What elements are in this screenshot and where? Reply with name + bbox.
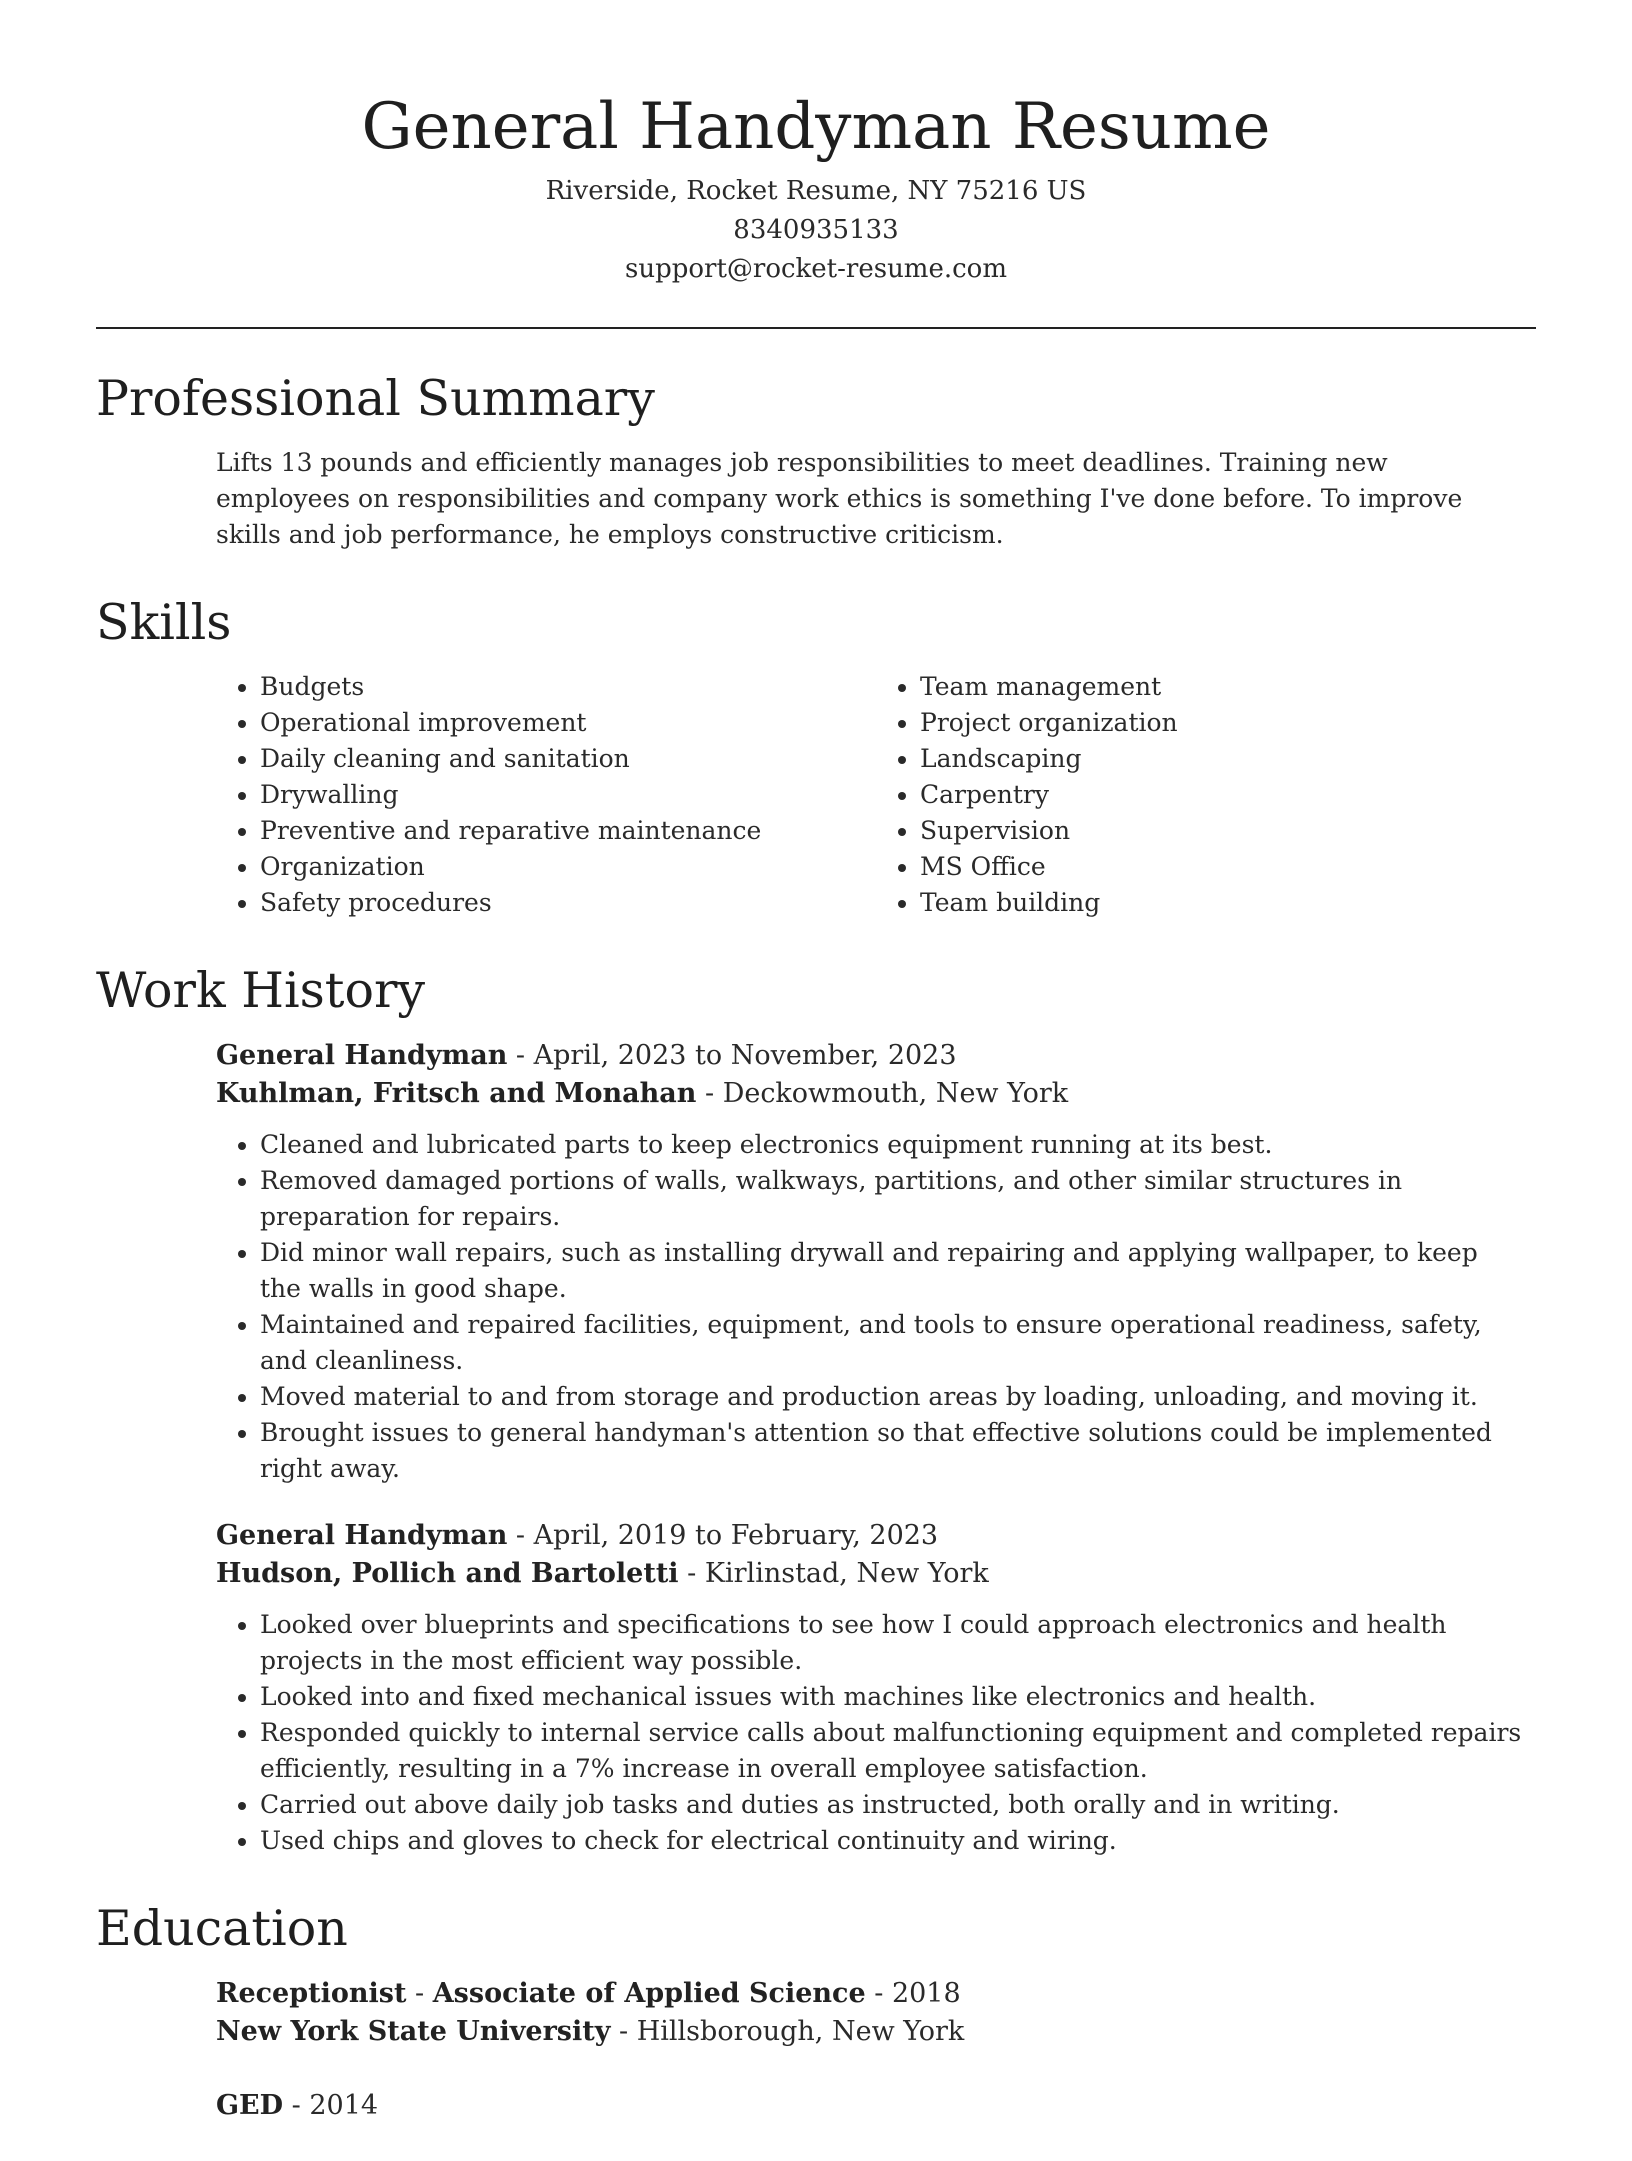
skill-item: • Operational improvement xyxy=(260,705,876,741)
job-company: Hudson, Pollich and Bartoletti xyxy=(216,1558,679,1589)
education-year: 2018 xyxy=(891,1978,961,2009)
job-bullets xyxy=(216,1607,1522,1859)
job-role: General Handyman xyxy=(216,1040,508,1071)
job-bullet: • Maintained and repaired facilities, equipment, and tools to ensure operational readiness, safety, and cleanliness. xyxy=(260,1307,1522,1379)
summary-text: Lifts 13 pounds and efficiently manages job responsibilities to meet deadlines. Training new employees on responsibilities and company work ethics is something I've done before. To improve skills and job performance, he employs constructive criticism. xyxy=(216,448,1463,549)
resume-header xyxy=(96,0,1536,289)
skill-item: • Budgets xyxy=(260,669,876,705)
job-entry xyxy=(216,1517,1522,1859)
skills-list-right xyxy=(876,669,1536,921)
education-year: 2014 xyxy=(309,2090,379,2121)
education-entry xyxy=(216,2087,1522,2125)
job-title-line: General Handyman - April, 2019 to February, 2023 xyxy=(216,1520,939,1551)
skill-item: • Landscaping xyxy=(920,741,1536,777)
skills-list-left xyxy=(216,669,876,921)
skills-section xyxy=(96,669,1536,921)
skill-item: • Carpentry xyxy=(920,777,1536,813)
job-location: Deckowmouth, New York xyxy=(722,1078,1069,1109)
job-location: Kirlinstad, New York xyxy=(704,1558,989,1589)
job-bullet: • Responded quickly to internal service calls about malfunctioning equipment and completed repairs efficiently, resulting in a 7% increase in overall employee satisfaction. xyxy=(260,1715,1522,1787)
education-section xyxy=(96,1975,1536,2125)
summary-section xyxy=(96,445,1536,553)
address: Riverside, Rocket Resume, NY 75216 US xyxy=(545,176,1087,206)
job-company-line: Kuhlman, Fritsch and Monahan - Deckowmouth, New York xyxy=(216,1078,1069,1109)
phone: 8340935133 xyxy=(733,215,899,245)
education-entry xyxy=(216,1975,1522,2051)
job-bullet: • Brought issues to general handyman's attention so that effective solutions could be implemented right away. xyxy=(260,1415,1522,1487)
education-location: Hillsborough, New York xyxy=(636,2016,965,2047)
education-school: New York State University xyxy=(216,2016,611,2047)
summary-heading: Professional Summary xyxy=(96,370,655,427)
work-history-heading: Work History xyxy=(96,962,426,1019)
skill-item: • Team management xyxy=(920,669,1536,705)
job-bullet: • Looked into and fixed mechanical issues with machines like electronics and health. xyxy=(260,1679,1522,1715)
education-field: Associate of Applied Science xyxy=(432,1978,866,2009)
header-divider xyxy=(96,327,1536,329)
job-title-line: General Handyman - April, 2023 to November, 2023 xyxy=(216,1040,957,1071)
job-bullets xyxy=(216,1127,1522,1487)
skill-item: • Daily cleaning and sanitation xyxy=(260,741,876,777)
job-dates: April, 2019 to February, 2023 xyxy=(533,1520,939,1551)
job-bullet: • Carried out above daily job tasks and duties as instructed, both orally and in writing. xyxy=(260,1787,1522,1823)
job-bullet: • Moved material to and from storage and production areas by loading, unloading, and moving it. xyxy=(260,1379,1522,1415)
job-dates: April, 2023 to November, 2023 xyxy=(533,1040,957,1071)
email: support@rocket-resume.com xyxy=(624,254,1007,284)
education-degree-line: GED - 2014 xyxy=(216,2090,379,2121)
education-degree-line: Receptionist - Associate of Applied Science - 2018 xyxy=(216,1978,961,2009)
skills-heading: Skills xyxy=(96,594,232,651)
resume-page xyxy=(96,0,1536,2161)
education-degree: GED xyxy=(216,2090,284,2121)
skill-item: • Organization xyxy=(260,849,876,885)
education-degree: Receptionist xyxy=(216,1978,407,2009)
skill-item: • Safety procedures xyxy=(260,885,876,921)
job-bullet: • Looked over blueprints and specifications to see how I could approach electronics and health projects in the most efficient way possible. xyxy=(260,1607,1522,1679)
skill-item: • Preventive and reparative maintenance xyxy=(260,813,876,849)
job-bullet: • Did minor wall repairs, such as installing drywall and repairing and applying wallpaper, to keep the walls in good shape. xyxy=(260,1235,1522,1307)
skill-item: • MS Office xyxy=(920,849,1536,885)
skill-item: • Team building xyxy=(920,885,1536,921)
education-heading: Education xyxy=(96,1900,348,1957)
job-bullet: • Removed damaged portions of walls, walkways, partitions, and other similar structures in preparation for repairs. xyxy=(260,1163,1522,1235)
work-history-section xyxy=(96,1037,1536,1859)
resume-title: General Handyman Resume xyxy=(361,90,1271,164)
job-bullet: • Cleaned and lubricated parts to keep electronics equipment running at its best. xyxy=(260,1127,1522,1163)
skill-item: • Supervision xyxy=(920,813,1536,849)
job-company-line: Hudson, Pollich and Bartoletti - Kirlinstad, New York xyxy=(216,1558,989,1589)
job-company: Kuhlman, Fritsch and Monahan xyxy=(216,1078,697,1109)
skill-item: • Project organization xyxy=(920,705,1536,741)
job-role: General Handyman xyxy=(216,1520,508,1551)
education-school-line: New York State University - Hillsborough, New York xyxy=(216,2016,965,2047)
job-bullet: • Used chips and gloves to check for electrical continuity and wiring. xyxy=(260,1823,1522,1859)
job-entry xyxy=(216,1037,1522,1487)
skill-item: • Drywalling xyxy=(260,777,876,813)
